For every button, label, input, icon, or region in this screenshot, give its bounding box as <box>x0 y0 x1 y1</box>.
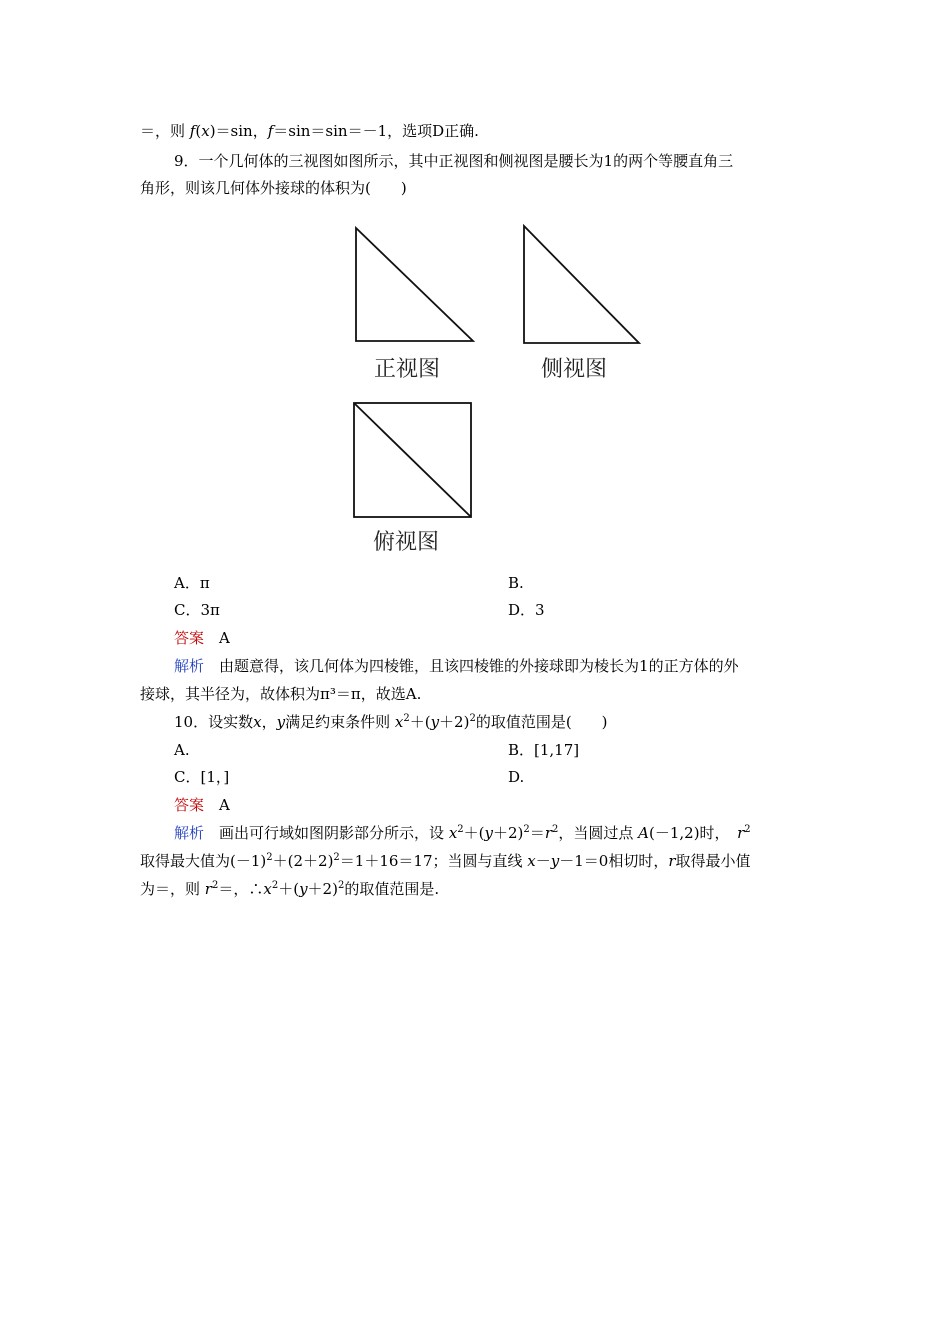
answer-line <box>174 795 230 815</box>
text-segment: 取得最小值 <box>675 852 751 870</box>
answer-line <box>174 628 230 648</box>
answer-value: A <box>219 796 230 814</box>
analysis-label: 解析 <box>174 824 205 842</box>
question-9-stem-line-2: 角形，则该几何体外接球的体积为( ) <box>140 179 407 197</box>
text-segment: ( <box>195 122 202 140</box>
text-segment: ＋( <box>278 880 300 898</box>
analysis-line-1 <box>174 656 739 676</box>
text-segment: ＋2) <box>307 880 338 898</box>
analysis-label: 解析 <box>174 657 205 675</box>
text-segment: 为＝，则 <box>140 880 201 898</box>
math-var: f <box>267 122 274 140</box>
option-d: D. <box>508 768 525 786</box>
text-segment: ，当圆过点 <box>558 824 634 842</box>
text-segment: －1＝0相切时， <box>559 852 669 870</box>
question-9-stem-line-1: 9．一个几何体的三视图如图所示，其中正视图和侧视图是腰长为1的两个等腰直角三 <box>174 152 734 170</box>
analysis-line-1: 解析 画出可行域如图阴影部分所示，设 $x^2+(y+2)^2=r^2$，当圆过点 A(－1,2)时， $r^2$ <box>174 824 751 842</box>
math-var: x <box>263 880 272 898</box>
solution-continuation-line <box>140 121 479 141</box>
math-var: f <box>189 122 196 140</box>
option-b: B．[1,17] <box>508 741 580 759</box>
math-var: r <box>737 824 745 842</box>
front-view-triangle <box>356 228 473 341</box>
analysis-text: 由题意得，该几何体为四棱锥，且该四棱锥的外接球即为棱长为1的正方体的外 <box>219 657 739 675</box>
text-segment: 的取值范围是( ) <box>475 713 608 731</box>
text-segment: ＝1＋16＝17；当圆与直线 <box>339 852 523 870</box>
math-var: r <box>544 824 552 842</box>
math-var: x <box>253 713 262 731</box>
text-segment: 10．设实数 <box>174 713 254 731</box>
option-a: A．π <box>174 574 210 592</box>
three-view-drawing <box>330 206 652 568</box>
text-segment: ＋2) <box>493 824 524 842</box>
answer-label: 答案 <box>174 629 205 647</box>
math-var: y <box>299 880 308 898</box>
text-segment: ＝sin＝sin＝－1，选项D正确. <box>273 122 479 140</box>
math-var: A <box>638 824 649 842</box>
text-segment: )＝sin， <box>209 122 268 140</box>
analysis-line-2: 接球，其半径为，故体积为π³＝π，故选A. <box>140 685 422 703</box>
text-segment: 画出可行域如图阴影部分所示，设 <box>219 824 445 842</box>
top-view-label: 俯视图 <box>373 530 440 555</box>
text-segment: 满足约束条件则 <box>285 713 391 731</box>
top-view-diagonal <box>354 403 471 517</box>
answer-value: A <box>219 629 230 647</box>
side-view-triangle <box>524 226 639 343</box>
math-var: y <box>484 824 494 842</box>
front-view-label: 正视图 <box>374 357 441 382</box>
math-var: y <box>550 852 560 870</box>
text-segment: ＝，∴ <box>218 880 264 898</box>
text-segment: 的取值范围是. <box>344 880 440 898</box>
option-b: B. <box>508 574 524 592</box>
math-var: x <box>448 824 458 842</box>
text-segment: ＝ <box>529 824 545 842</box>
analysis-line-2: 取得最大值为$(-1)^2+(2+2)^2=1+16=17$；当圆与直线 x－y－1＝0相切时，r取得最小值 <box>140 852 751 870</box>
text-segment: ＋(2＋2) <box>272 852 334 870</box>
text-segment: ＝，则 <box>140 122 186 140</box>
three-view-figure <box>330 206 652 568</box>
math-var: x <box>394 713 404 731</box>
math-var: r <box>204 880 212 898</box>
text-segment: 取得最大值为(－1) <box>140 852 267 870</box>
option-a: A. <box>174 741 190 759</box>
question-10-stem: 10．设实数x，y满足约束条件则 $x^2+(y+2)^2$的取值范围是( ) <box>174 713 608 731</box>
text-segment: ＋( <box>409 713 431 731</box>
math-var: r <box>668 852 676 870</box>
analysis-line-3: 为＝，则 $r^2=$，$\therefore x^2+(y+2)^2$的取值范围是. <box>140 880 440 898</box>
side-view-label: 侧视图 <box>541 357 608 382</box>
option-c: C．3π <box>174 601 220 619</box>
option-c: C．[1，] <box>174 768 230 786</box>
option-d: D．3 <box>508 601 545 619</box>
math-var: y <box>276 713 286 731</box>
math-var: x <box>201 122 210 140</box>
answer-label: 答案 <box>174 796 205 814</box>
text-segment: ＋( <box>463 824 485 842</box>
math-var: x <box>527 852 536 870</box>
text-segment: ＋2) <box>439 713 470 731</box>
text-segment: ， <box>261 713 277 731</box>
text-segment: (－1,2)时， <box>649 824 723 842</box>
math-var: y <box>430 713 440 731</box>
text-segment: － <box>535 852 551 870</box>
